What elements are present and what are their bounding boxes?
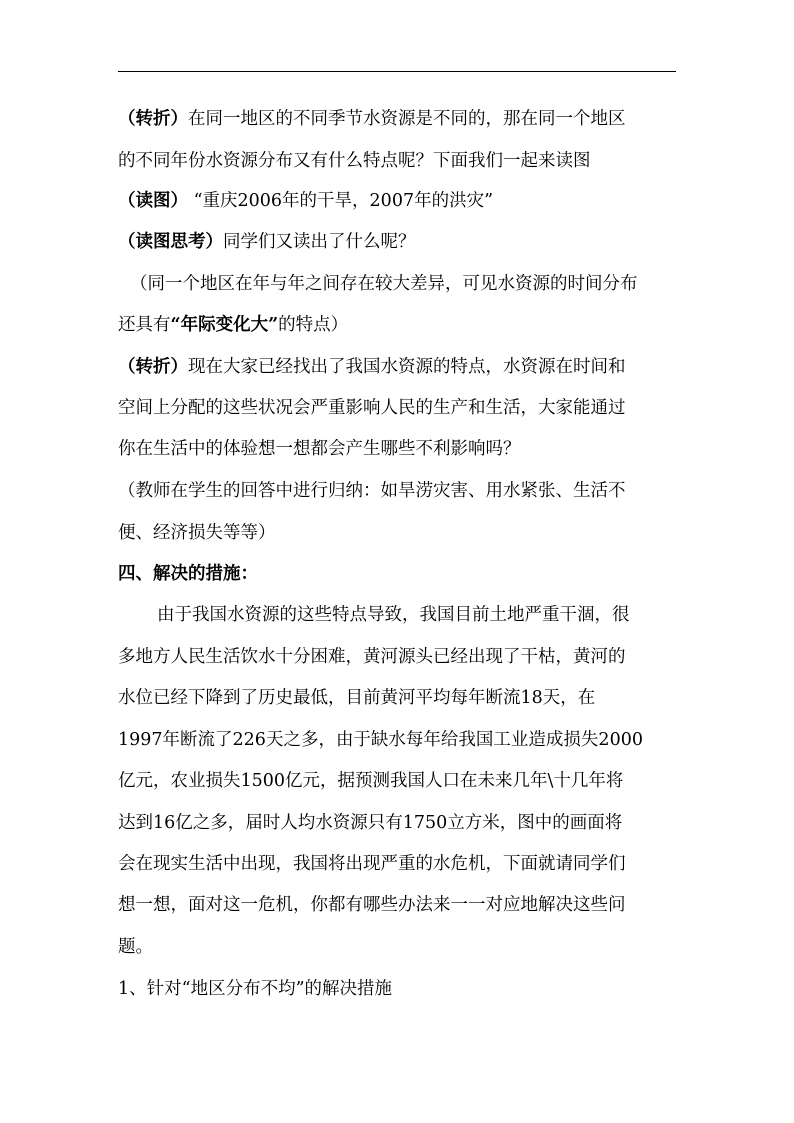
text-line-16 — [118, 729, 698, 751]
line-text: 在同一地区的不同季节水资源是不同的，那在同一个地区 — [188, 109, 626, 129]
text-line-22 — [118, 978, 698, 1000]
line-text: 水位已经下降到了历史最低，目前黄河平均每年断流18天，在 — [118, 688, 596, 708]
line-text: 多地方人民生活饮水十分困难，黄河源头已经出现了干枯，黄河的 — [118, 647, 626, 667]
text-line-11 — [118, 522, 698, 544]
line-text: 想一想，面对这一危机，你都有哪些办法来一一对应地解决这些问 — [118, 895, 626, 915]
line-label: （读图思考） — [118, 232, 223, 252]
text-line-4 — [118, 231, 698, 253]
line-text: （同一个地区在年与年之间存在较大差异，可见水资源的时间分布 — [130, 274, 638, 294]
line-text: “重庆2006年的干旱，2007年的洪灾” — [188, 191, 494, 211]
text-line-14 — [118, 646, 698, 668]
text-line-21 — [118, 936, 698, 958]
text-line-18 — [118, 812, 698, 834]
text-line-10 — [118, 480, 698, 502]
line-text: 题。 — [118, 937, 153, 957]
line-text: 1997年断流了226天之多，由于缺水每年给我国工业造成损失2000 — [118, 730, 643, 750]
text-line-13 — [157, 604, 737, 626]
line-label: （转折） — [118, 357, 188, 377]
line-text: 你在生活中的体验想一想都会产生哪些不利影响吗？ — [118, 439, 521, 459]
line-tail: 的特点） — [278, 315, 349, 335]
header-rule — [118, 71, 676, 72]
line-text: 的不同年份水资源分布又有什么特点呢？下面我们一起来读图 — [118, 151, 591, 171]
line-text: 达到16亿之多，届时人均水资源只有1750立方米，图中的画面将 — [118, 813, 623, 833]
line-label: （读图） — [118, 191, 188, 211]
line-emphasis: “年际变化大” — [170, 315, 279, 335]
text-line-17 — [118, 770, 698, 792]
section-heading — [118, 563, 698, 585]
line-text: 亿元，农业损失1500亿元，据预测我国人口在未来几年\十几年将 — [118, 771, 624, 791]
line-label: （转折） — [118, 109, 188, 129]
text-line-8 — [118, 397, 698, 419]
line-text: 空间上分配的这些状况会严重影响人民的生产和生活，大家能通过 — [118, 398, 626, 418]
section-heading-label: 四、解决的措施： — [118, 564, 258, 584]
text-line-1 — [118, 108, 698, 130]
text-line-5 — [130, 273, 710, 295]
line-text: （教师在学生的回答中进行归纳：如旱涝灾害、用水紧张、生活不 — [118, 481, 626, 501]
line-text: 1、针对“地区分布不均”的解决措施 — [118, 979, 393, 999]
text-line-9 — [118, 438, 698, 460]
text-line-2 — [118, 150, 698, 172]
line-text: 现在大家已经找出了我国水资源的特点，水资源在时间和 — [188, 357, 626, 377]
line-text: 还具有 — [118, 315, 171, 335]
line-text: 由于我国水资源的这些特点导致，我国目前土地严重干涸，很 — [157, 605, 630, 625]
line-text: 同学们又读出了什么呢？ — [223, 232, 416, 252]
text-line-15 — [118, 687, 698, 709]
line-text: 会在现实生活中出现，我国将出现严重的水危机，下面就请同学们 — [118, 854, 626, 874]
text-line-7 — [118, 356, 698, 378]
text-line-20 — [118, 894, 698, 916]
line-text: 便、经济损失等等） — [118, 523, 276, 543]
text-line-6 — [118, 314, 698, 336]
text-line-3 — [118, 190, 698, 212]
text-line-19 — [118, 853, 698, 875]
